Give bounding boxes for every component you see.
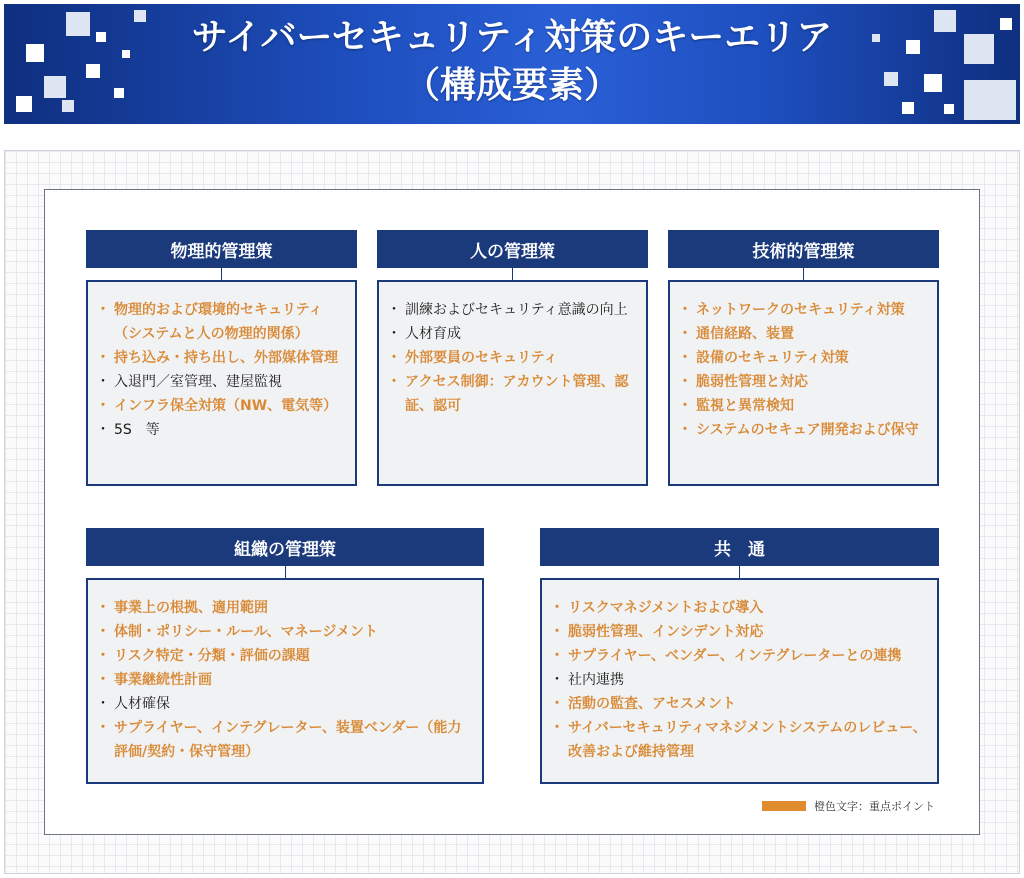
card-technical-title: 技術的管理策 xyxy=(668,230,939,268)
common-item: ・ 社内連携 xyxy=(554,668,927,692)
page-title xyxy=(4,14,1020,110)
title-line-2: （構成要素） xyxy=(403,65,620,106)
common-item: ・ サイバーセキュリティマネジメントシステムのレビュー、改善および維持管理 xyxy=(554,716,927,764)
common-item: ・ サプライヤー、ベンダー、インテグレーターとの連携 xyxy=(554,644,927,668)
legend-orange-swatch xyxy=(762,801,806,811)
organization-item: ・ サプライヤー、インテグレーター、装置ベンダー（能力評価/契約・保守管理） xyxy=(100,716,472,764)
technical-item: ・ システムのセキュア開発および保守 xyxy=(682,418,927,442)
physical-item: ・ インフラ保全対策（NW、電気等） xyxy=(100,394,345,418)
technical-item: ・ 通信経路、装置 xyxy=(682,322,927,346)
common-item: ・ リスクマネジメントおよび導入 xyxy=(554,596,927,620)
card-common-title: 共 通 xyxy=(540,528,939,566)
people-item: ・ 訓練およびセキュリティ意識の向上 xyxy=(391,298,636,322)
common-item: ・ 活動の監査、アセスメント xyxy=(554,692,927,716)
organization-item: ・ 体制・ポリシー・ルール、マネージメント xyxy=(100,620,472,644)
physical-item: ・ 持ち込み・持ち出し、外部媒体管理 xyxy=(100,346,345,370)
organization-item: ・ 事業継続性計画 xyxy=(100,668,472,692)
people-item: ・ 外部要員のセキュリティ xyxy=(391,346,636,370)
organization-item: ・ 人材確保 xyxy=(100,692,472,716)
card-people-body xyxy=(377,280,648,486)
organization-item: ・ 事業上の根拠、適用範囲 xyxy=(100,596,472,620)
header-banner xyxy=(4,4,1020,124)
technical-item: ・ 脆弱性管理と対応 xyxy=(682,370,927,394)
technical-item: ・ ネットワークのセキュリティ対策 xyxy=(682,298,927,322)
legend xyxy=(762,798,935,814)
card-physical-body xyxy=(86,280,357,486)
legend-label: 橙色文字：重点ポイント xyxy=(814,800,935,813)
technical-item: ・ 設備のセキュリティ対策 xyxy=(682,346,927,370)
organization-item: ・ リスク特定・分類・評価の課題 xyxy=(100,644,472,668)
card-physical-title: 物理的管理策 xyxy=(86,230,357,268)
people-item: ・ 人材育成 xyxy=(391,322,636,346)
card-people-title: 人の管理策 xyxy=(377,230,648,268)
title-line-1: サイバーセキュリティ対策のキーエリア xyxy=(191,17,833,58)
physical-item: ・ 入退門／室管理、建屋監視 xyxy=(100,370,345,394)
common-item: ・ 脆弱性管理、インシデント対応 xyxy=(554,620,927,644)
physical-item: ・ 物理的および環境的セキュリティ（システムと人の物理的関係） xyxy=(100,298,345,346)
card-common-body xyxy=(540,578,939,784)
people-item: ・ アクセス制御：アカウント管理、認証、認可 xyxy=(391,370,636,418)
physical-item: ・ 5S 等 xyxy=(100,418,345,442)
card-technical-body xyxy=(668,280,939,486)
technical-item: ・ 監視と異常検知 xyxy=(682,394,927,418)
card-organization-body xyxy=(86,578,484,784)
card-organization-title: 組織の管理策 xyxy=(86,528,484,566)
